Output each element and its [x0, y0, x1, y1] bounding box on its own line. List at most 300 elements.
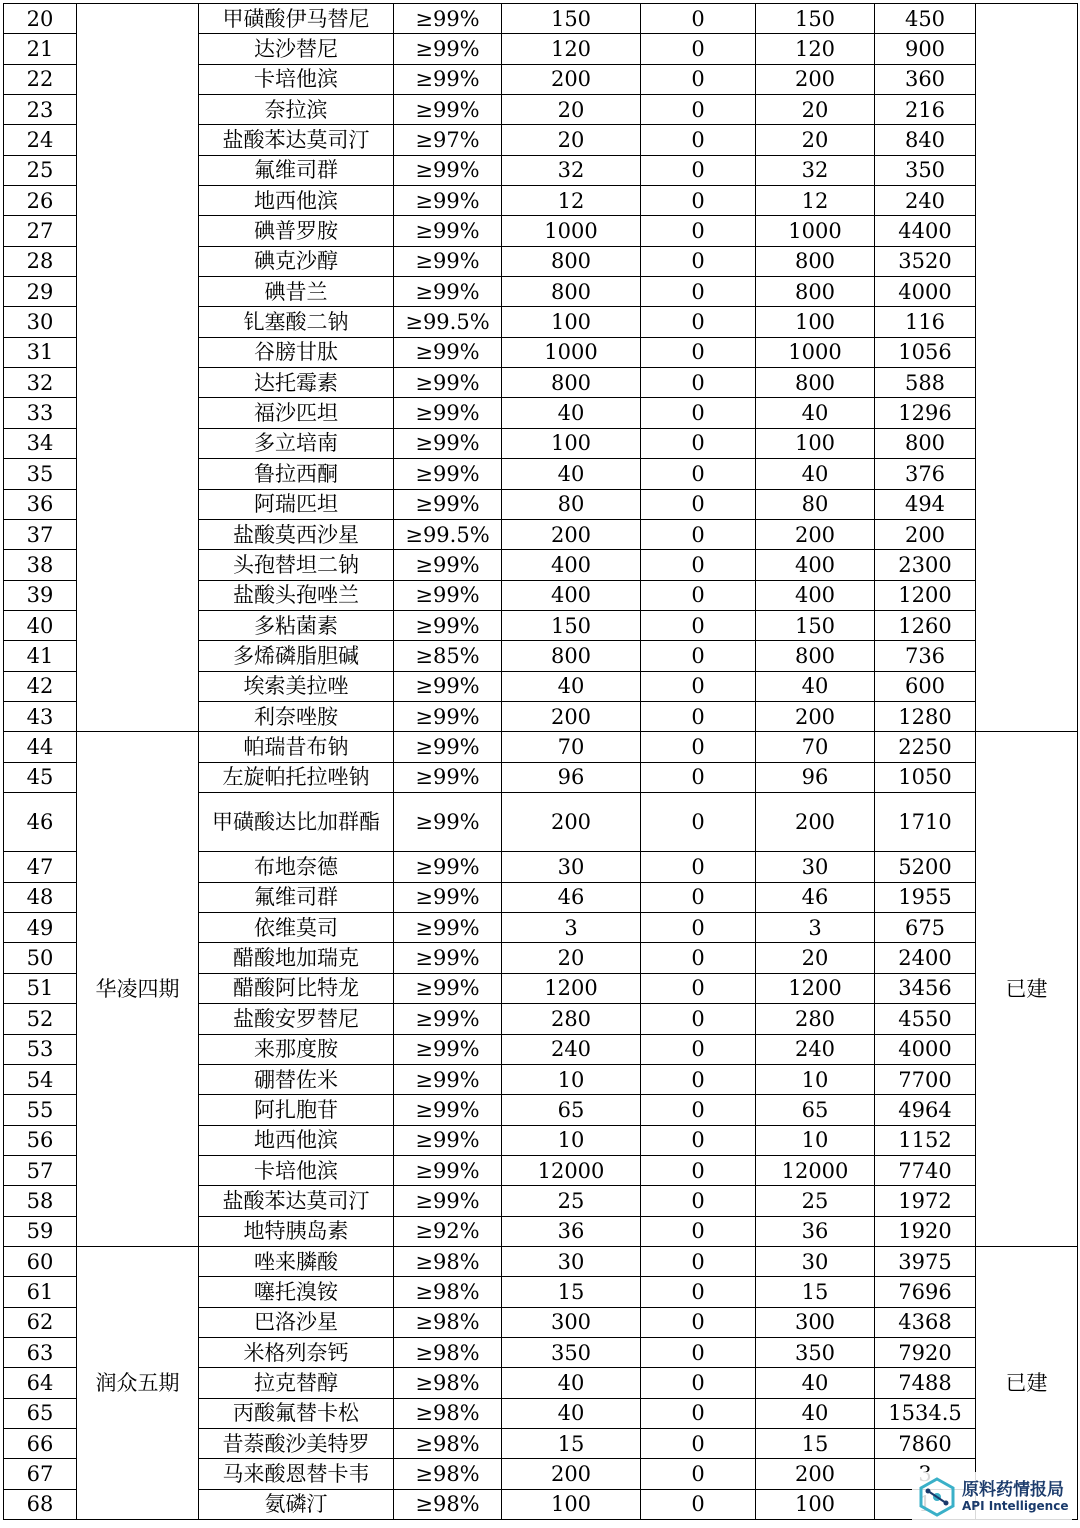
- product-name: 盐酸头孢唑兰: [199, 580, 394, 610]
- product-name: 硼替佐米: [199, 1064, 394, 1094]
- capacity-total: 36: [756, 1216, 875, 1246]
- row-number: 28: [4, 246, 77, 276]
- row-number: 33: [4, 398, 77, 428]
- purity: ≥98%: [394, 1368, 502, 1398]
- change-value: 0: [641, 1155, 756, 1185]
- purity: ≥92%: [394, 1216, 502, 1246]
- quantity-value: 4400: [875, 216, 976, 246]
- capacity-value: 30: [502, 1246, 641, 1276]
- change-value: 0: [641, 1398, 756, 1428]
- change-value: 0: [641, 277, 756, 307]
- product-name: 唑来膦酸: [199, 1246, 394, 1276]
- capacity-value: 40: [502, 1368, 641, 1398]
- capacity-value: 20: [502, 125, 641, 155]
- product-name: 醋酸阿比特龙: [199, 973, 394, 1003]
- row-number: 62: [4, 1307, 77, 1337]
- row-number: 42: [4, 671, 77, 701]
- change-value: 0: [641, 1459, 756, 1489]
- quantity-value: 4368: [875, 1307, 976, 1337]
- group-cell: [77, 4, 199, 732]
- change-value: 0: [641, 1246, 756, 1276]
- capacity-value: 15: [502, 1277, 641, 1307]
- capacity-total: 30: [756, 852, 875, 882]
- capacity-total: 20: [756, 95, 875, 125]
- product-name: 甲磺酸伊马替尼: [199, 4, 394, 34]
- capacity-value: 15: [502, 1428, 641, 1458]
- capacity-total: 40: [756, 1368, 875, 1398]
- product-name: 昔萘酸沙美特罗: [199, 1428, 394, 1458]
- product-name: 卡培他滨: [199, 64, 394, 94]
- capacity-total: 800: [756, 277, 875, 307]
- capacity-total: 200: [756, 701, 875, 731]
- product-name: 谷膀甘肽: [199, 337, 394, 367]
- purity: ≥99%: [394, 246, 502, 276]
- purity: ≥99%: [394, 428, 502, 458]
- capacity-value: 10: [502, 1064, 641, 1094]
- product-name: 钆塞酸二钠: [199, 307, 394, 337]
- capacity-value: 300: [502, 1307, 641, 1337]
- change-value: 0: [641, 368, 756, 398]
- capacity-value: 25: [502, 1186, 641, 1216]
- row-number: 48: [4, 882, 77, 912]
- capacity-value: 200: [502, 519, 641, 549]
- purity: ≥99%: [394, 671, 502, 701]
- row-number: 40: [4, 610, 77, 640]
- row-number: 27: [4, 216, 77, 246]
- product-name: 马来酸恩替卡韦: [199, 1459, 394, 1489]
- product-name: 丙酸氟替卡松: [199, 1398, 394, 1428]
- change-value: 0: [641, 973, 756, 1003]
- quantity-value: 588: [875, 368, 976, 398]
- capacity-total: 65: [756, 1095, 875, 1125]
- capacity-value: 800: [502, 246, 641, 276]
- change-value: 0: [641, 1004, 756, 1034]
- row-number: 65: [4, 1398, 77, 1428]
- purity: ≥99%: [394, 4, 502, 34]
- change-value: 0: [641, 4, 756, 34]
- capacity-total: 120: [756, 34, 875, 64]
- change-value: 0: [641, 732, 756, 762]
- status-cell: [976, 4, 1078, 732]
- change-value: 0: [641, 1216, 756, 1246]
- purity: ≥97%: [394, 125, 502, 155]
- quantity-value: 840: [875, 125, 976, 155]
- product-name: 地西他滨: [199, 186, 394, 216]
- capacity-value: 150: [502, 4, 641, 34]
- purity: ≥98%: [394, 1459, 502, 1489]
- product-name: 鲁拉西酮: [199, 459, 394, 489]
- product-name: 达沙替尼: [199, 34, 394, 64]
- purity: ≥99%: [394, 216, 502, 246]
- capacity-total: 12000: [756, 1155, 875, 1185]
- change-value: 0: [641, 64, 756, 94]
- capacity-total: 25: [756, 1186, 875, 1216]
- change-value: 0: [641, 519, 756, 549]
- capacity-total: 40: [756, 671, 875, 701]
- change-value: 0: [641, 95, 756, 125]
- purity: ≥98%: [394, 1277, 502, 1307]
- change-value: 0: [641, 216, 756, 246]
- quantity-value: 360: [875, 64, 976, 94]
- capacity-total: 10: [756, 1125, 875, 1155]
- purity: ≥99%: [394, 368, 502, 398]
- row-number: 38: [4, 550, 77, 580]
- row-number: 56: [4, 1125, 77, 1155]
- watermark-en: API Intelligence: [962, 1498, 1069, 1513]
- capacity-total: 15: [756, 1277, 875, 1307]
- product-name: 巴洛沙星: [199, 1307, 394, 1337]
- row-number: 52: [4, 1004, 77, 1034]
- group-cell: 华凌四期: [77, 732, 199, 1247]
- change-value: 0: [641, 337, 756, 367]
- row-number: 43: [4, 701, 77, 731]
- change-value: 0: [641, 550, 756, 580]
- capacity-total: 400: [756, 550, 875, 580]
- capacity-value: 30: [502, 852, 641, 882]
- row-number: 63: [4, 1337, 77, 1367]
- purity: ≥99%: [394, 973, 502, 1003]
- row-number: 55: [4, 1095, 77, 1125]
- capacity-total: 15: [756, 1428, 875, 1458]
- change-value: 0: [641, 1064, 756, 1094]
- capacity-total: 150: [756, 610, 875, 640]
- product-name: 拉克替醇: [199, 1368, 394, 1398]
- change-value: 0: [641, 125, 756, 155]
- capacity-value: 800: [502, 277, 641, 307]
- product-name: 碘普罗胺: [199, 216, 394, 246]
- purity: ≥99%: [394, 913, 502, 943]
- quantity-value: 216: [875, 95, 976, 125]
- capacity-total: 3: [756, 913, 875, 943]
- purity: ≥99%: [394, 34, 502, 64]
- row-number: 21: [4, 34, 77, 64]
- quantity-value: 1056: [875, 337, 976, 367]
- capacity-total: 200: [756, 792, 875, 852]
- purity: ≥99%: [394, 882, 502, 912]
- change-value: 0: [641, 1034, 756, 1064]
- purity: ≥99%: [394, 1155, 502, 1185]
- capacity-value: 200: [502, 1459, 641, 1489]
- capacity-value: 12000: [502, 1155, 641, 1185]
- capacity-total: 20: [756, 125, 875, 155]
- product-name: 埃索美拉唑: [199, 671, 394, 701]
- capacity-value: 40: [502, 1398, 641, 1428]
- change-value: 0: [641, 459, 756, 489]
- purity: ≥99%: [394, 762, 502, 792]
- quantity-value: 1280: [875, 701, 976, 731]
- product-name: 氟维司群: [199, 155, 394, 185]
- capacity-value: 1200: [502, 973, 641, 1003]
- capacity-value: 96: [502, 762, 641, 792]
- change-value: 0: [641, 1095, 756, 1125]
- capacity-value: 240: [502, 1034, 641, 1064]
- purity: ≥99%: [394, 459, 502, 489]
- quantity-value: 1050: [875, 762, 976, 792]
- capacity-value: 400: [502, 550, 641, 580]
- capacity-total: 150: [756, 4, 875, 34]
- change-value: 0: [641, 1368, 756, 1398]
- purity: ≥99%: [394, 1064, 502, 1094]
- capacity-value: 20: [502, 943, 641, 973]
- row-number: 26: [4, 186, 77, 216]
- change-value: 0: [641, 913, 756, 943]
- quantity-value: 900: [875, 34, 976, 64]
- row-number: 46: [4, 792, 77, 852]
- capacity-total: 1000: [756, 337, 875, 367]
- purity: ≥99%: [394, 489, 502, 519]
- quantity-value: 494: [875, 489, 976, 519]
- quantity-value: 7700: [875, 1064, 976, 1094]
- capacity-value: 200: [502, 64, 641, 94]
- capacity-total: 400: [756, 580, 875, 610]
- purity: ≥99%: [394, 1004, 502, 1034]
- capacity-value: 3: [502, 913, 641, 943]
- quantity-value: 3520: [875, 246, 976, 276]
- purity: ≥99%: [394, 732, 502, 762]
- purity: ≥98%: [394, 1337, 502, 1367]
- change-value: 0: [641, 1277, 756, 1307]
- quantity-value: 2300: [875, 550, 976, 580]
- capacity-value: 800: [502, 641, 641, 671]
- row-number: 64: [4, 1368, 77, 1398]
- quantity-value: 116: [875, 307, 976, 337]
- product-name: 盐酸苯达莫司汀: [199, 125, 394, 155]
- row-number: 68: [4, 1489, 77, 1519]
- capacity-total: 30: [756, 1246, 875, 1276]
- capacity-value: 32: [502, 155, 641, 185]
- capacity-total: 1200: [756, 973, 875, 1003]
- purity: ≥99%: [394, 398, 502, 428]
- row-number: 37: [4, 519, 77, 549]
- table-row: [4, 732, 1078, 762]
- row-number: 41: [4, 641, 77, 671]
- product-name: 噻托溴铵: [199, 1277, 394, 1307]
- purity: ≥99%: [394, 277, 502, 307]
- quantity-value: 376: [875, 459, 976, 489]
- product-name: 地西他滨: [199, 1125, 394, 1155]
- quantity-value: 4550: [875, 1004, 976, 1034]
- capacity-value: 200: [502, 701, 641, 731]
- row-number: 36: [4, 489, 77, 519]
- purity: ≥99%: [394, 701, 502, 731]
- capacity-value: 12: [502, 186, 641, 216]
- quantity-value: 3975: [875, 1246, 976, 1276]
- quantity-value: 600: [875, 671, 976, 701]
- capacity-total: 40: [756, 398, 875, 428]
- capacity-value: 280: [502, 1004, 641, 1034]
- capacity-value: 10: [502, 1125, 641, 1155]
- row-number: 59: [4, 1216, 77, 1246]
- watermark: [912, 1472, 1072, 1522]
- table-row: [4, 4, 1078, 34]
- row-number: 35: [4, 459, 77, 489]
- capacity-value: 200: [502, 792, 641, 852]
- quantity-value: 675: [875, 913, 976, 943]
- quantity-value: 1710: [875, 792, 976, 852]
- capacity-value: 100: [502, 1489, 641, 1519]
- row-number: 24: [4, 125, 77, 155]
- quantity-value: 800: [875, 428, 976, 458]
- row-number: 23: [4, 95, 77, 125]
- row-number: 32: [4, 368, 77, 398]
- product-name: 多立培南: [199, 428, 394, 458]
- change-value: 0: [641, 34, 756, 64]
- product-name: 碘昔兰: [199, 277, 394, 307]
- capacity-value: 40: [502, 459, 641, 489]
- change-value: 0: [641, 1428, 756, 1458]
- purity: ≥99%: [394, 580, 502, 610]
- product-name: 多烯磷脂胆碱: [199, 641, 394, 671]
- product-name: 布地奈德: [199, 852, 394, 882]
- product-name: 盐酸苯达莫司汀: [199, 1186, 394, 1216]
- capacity-total: 40: [756, 459, 875, 489]
- capacity-total: 800: [756, 368, 875, 398]
- quantity-value: 2250: [875, 732, 976, 762]
- capacity-value: 20: [502, 95, 641, 125]
- product-name: 来那度胺: [199, 1034, 394, 1064]
- purity: ≥99%: [394, 64, 502, 94]
- purity: ≥99%: [394, 610, 502, 640]
- purity: ≥99.5%: [394, 307, 502, 337]
- capacity-value: 40: [502, 671, 641, 701]
- product-name: 碘克沙醇: [199, 246, 394, 276]
- purity: ≥99%: [394, 95, 502, 125]
- row-number: 57: [4, 1155, 77, 1185]
- capacity-value: 36: [502, 1216, 641, 1246]
- capacity-value: 150: [502, 610, 641, 640]
- row-number: 54: [4, 1064, 77, 1094]
- purity: ≥98%: [394, 1246, 502, 1276]
- capacity-total: 800: [756, 246, 875, 276]
- capacity-value: 1000: [502, 216, 641, 246]
- row-number: 50: [4, 943, 77, 973]
- quantity-value: 1920: [875, 1216, 976, 1246]
- row-number: 51: [4, 973, 77, 1003]
- product-name: 阿瑞匹坦: [199, 489, 394, 519]
- product-name: 地特胰岛素: [199, 1216, 394, 1246]
- purity: ≥99%: [394, 1034, 502, 1064]
- quantity-value: 4000: [875, 1034, 976, 1064]
- capacity-total: 200: [756, 64, 875, 94]
- capacity-total: 280: [756, 1004, 875, 1034]
- purity: ≥99%: [394, 943, 502, 973]
- change-value: 0: [641, 1337, 756, 1367]
- capacity-value: 65: [502, 1095, 641, 1125]
- product-name: 福沙匹坦: [199, 398, 394, 428]
- capacity-total: 70: [756, 732, 875, 762]
- change-value: 0: [641, 155, 756, 185]
- purity: ≥99%: [394, 852, 502, 882]
- watermark-cn: 原料药情报局: [962, 1480, 1064, 1501]
- product-name: 盐酸莫西沙星: [199, 519, 394, 549]
- change-value: 0: [641, 489, 756, 519]
- capacity-total: 96: [756, 762, 875, 792]
- product-name: 卡培他滨: [199, 1155, 394, 1185]
- row-number: 25: [4, 155, 77, 185]
- row-number: 67: [4, 1459, 77, 1489]
- product-name: 依维莫司: [199, 913, 394, 943]
- quantity-value: 1296: [875, 398, 976, 428]
- purity: ≥98%: [394, 1398, 502, 1428]
- quantity-value: 1534.5: [875, 1398, 976, 1428]
- product-name: 头孢替坦二钠: [199, 550, 394, 580]
- quantity-value: 7488: [875, 1368, 976, 1398]
- product-name: 氨磷汀: [199, 1489, 394, 1519]
- row-number: 34: [4, 428, 77, 458]
- change-value: 0: [641, 186, 756, 216]
- row-number: 44: [4, 732, 77, 762]
- product-name: 醋酸地加瑞克: [199, 943, 394, 973]
- change-value: 0: [641, 610, 756, 640]
- row-number: 22: [4, 64, 77, 94]
- capacity-total: 200: [756, 519, 875, 549]
- product-name: 左旋帕托拉唑钠: [199, 762, 394, 792]
- quantity-value: 7920: [875, 1337, 976, 1367]
- status-cell: 已建: [976, 732, 1078, 1247]
- product-name: 甲磺酸达比加群酯: [199, 792, 394, 852]
- row-number: 61: [4, 1277, 77, 1307]
- quantity-value: 200: [875, 519, 976, 549]
- quantity-value: 7740: [875, 1155, 976, 1185]
- purity: ≥99%: [394, 1125, 502, 1155]
- change-value: 0: [641, 701, 756, 731]
- quantity-value: 450: [875, 4, 976, 34]
- change-value: 0: [641, 1125, 756, 1155]
- capacity-value: 800: [502, 368, 641, 398]
- capacity-total: 240: [756, 1034, 875, 1064]
- change-value: 0: [641, 246, 756, 276]
- row-number: 45: [4, 762, 77, 792]
- purity: ≥99%: [394, 1186, 502, 1216]
- capacity-total: 80: [756, 489, 875, 519]
- quantity-value: 240: [875, 186, 976, 216]
- change-value: 0: [641, 762, 756, 792]
- quantity-value: 1972: [875, 1186, 976, 1216]
- change-value: 0: [641, 398, 756, 428]
- purity: ≥99%: [394, 186, 502, 216]
- change-value: 0: [641, 882, 756, 912]
- quantity-value: 1260: [875, 610, 976, 640]
- change-value: 0: [641, 792, 756, 852]
- purity: ≥99%: [394, 792, 502, 852]
- capacity-value: 80: [502, 489, 641, 519]
- quantity-value: 5200: [875, 852, 976, 882]
- capacity-value: 100: [502, 428, 641, 458]
- capacity-total: 1000: [756, 216, 875, 246]
- change-value: 0: [641, 671, 756, 701]
- row-number: 30: [4, 307, 77, 337]
- capacity-value: 46: [502, 882, 641, 912]
- purity: ≥98%: [394, 1307, 502, 1337]
- product-name: 阿扎胞苷: [199, 1095, 394, 1125]
- change-value: 0: [641, 1186, 756, 1216]
- capacity-total: 40: [756, 1398, 875, 1428]
- row-number: 66: [4, 1428, 77, 1458]
- product-name: 氟维司群: [199, 882, 394, 912]
- product-name: 奈拉滨: [199, 95, 394, 125]
- capacity-table: [3, 3, 1078, 1520]
- capacity-value: 1000: [502, 337, 641, 367]
- purity: ≥98%: [394, 1428, 502, 1458]
- product-name: 多粘菌素: [199, 610, 394, 640]
- product-name: 米格列奈钙: [199, 1337, 394, 1367]
- change-value: 0: [641, 580, 756, 610]
- row-number: 39: [4, 580, 77, 610]
- change-value: 0: [641, 1489, 756, 1519]
- change-value: 0: [641, 1307, 756, 1337]
- capacity-total: 10: [756, 1064, 875, 1094]
- quantity-value: 1200: [875, 580, 976, 610]
